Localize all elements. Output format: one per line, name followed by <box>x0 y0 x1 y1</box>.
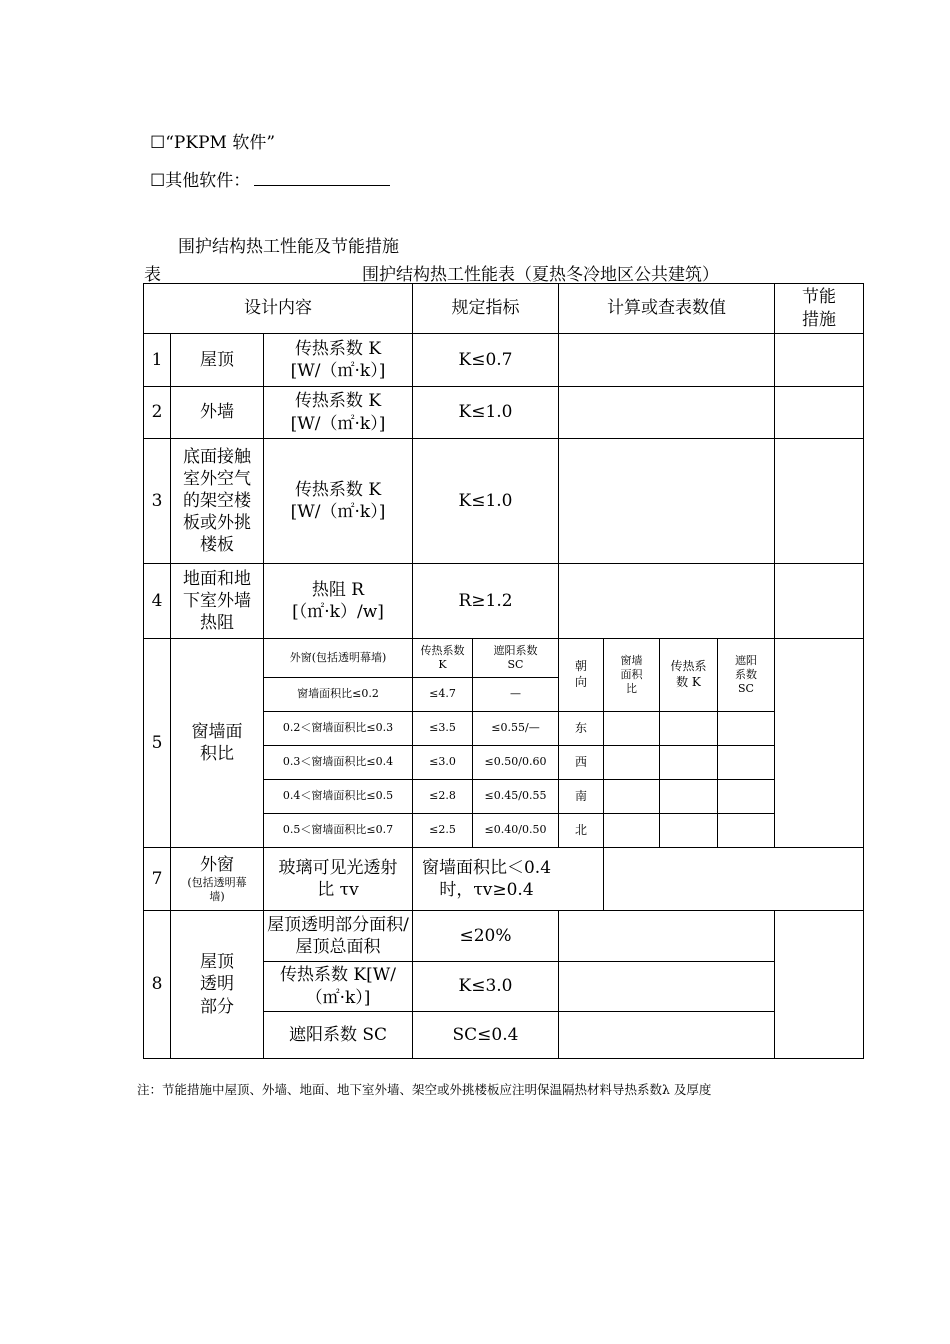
row1-param <box>264 334 413 387</box>
thermal-performance-table <box>143 283 864 1059</box>
row5-name-text: 窗墙面积比 <box>191 721 243 764</box>
row5-calc-k-header <box>660 639 718 712</box>
row5-ratio-input[interactable] <box>604 746 660 780</box>
row8-spec-3: SC≤0.4 <box>413 1012 559 1059</box>
row4-calc-cell[interactable] <box>559 564 775 639</box>
row5-no: 5 <box>144 639 171 848</box>
row4-param-label: 热阻 R <box>311 579 365 600</box>
row8-no: 8 <box>144 911 171 1059</box>
table-row <box>144 334 864 387</box>
row1-name: 屋顶 <box>171 334 264 387</box>
row5-k-limit: ≤2.5 <box>413 814 473 848</box>
row7-param <box>264 848 413 911</box>
row7-name-text: 外窗 <box>200 854 234 875</box>
header-measures <box>775 284 864 334</box>
row3-param-unit: [W/（㎡·k）] <box>290 502 386 522</box>
other-software-option[interactable] <box>150 166 390 191</box>
row4-spec: R≥1.2 <box>413 564 559 639</box>
row5-k-limit: ≤3.5 <box>413 712 473 746</box>
row8-calc-cell-1[interactable] <box>559 911 775 962</box>
row3-param <box>264 439 413 564</box>
row7-name <box>171 848 264 911</box>
row4-param <box>264 564 413 639</box>
row5-orient-header <box>559 639 604 712</box>
row1-spec: K≤0.7 <box>413 334 559 387</box>
row7-spec <box>413 848 604 911</box>
row2-param-label: 传热系数 K <box>294 391 382 412</box>
section-title: 围护结构热工性能及节能措施 <box>178 237 399 257</box>
row5-ratio-header <box>604 639 660 712</box>
row5-window-header: 外窗(包括透明幕墙) <box>264 639 413 678</box>
row5-ratio-input[interactable] <box>604 814 660 848</box>
row2-param-unit: [W/（㎡·k）] <box>290 413 386 434</box>
row7-no: 7 <box>144 848 171 911</box>
row2-calc-cell[interactable] <box>559 387 775 439</box>
row5-sc-input[interactable] <box>718 712 775 746</box>
row5-direction: 西 <box>559 746 604 780</box>
row8-param-2-text: 传热系数 K[W/（㎡·k）] <box>280 965 396 1008</box>
row5-k-limit: ≤2.8 <box>413 780 473 814</box>
row2-name: 外墙 <box>171 387 264 439</box>
table-row <box>144 848 864 911</box>
row5-calc-sc-header <box>718 639 775 712</box>
row5-k-limit: ≤4.7 <box>413 678 473 712</box>
row3-spec: K≤1.0 <box>413 439 559 564</box>
row5-k-input[interactable] <box>660 814 718 848</box>
row3-calc-cell[interactable] <box>559 439 775 564</box>
row4-param-unit: [（㎡·k）/w] <box>292 602 384 622</box>
row3-measures-cell[interactable] <box>775 439 864 564</box>
table-row <box>144 639 864 678</box>
header-measures-text: 节能措施 <box>802 287 836 330</box>
row8-param-2 <box>264 962 413 1012</box>
row5-sc-input[interactable] <box>718 780 775 814</box>
row5-measures-cell[interactable] <box>775 639 864 848</box>
row5-range: 窗墙面积比≤0.2 <box>264 678 413 712</box>
row5-sc-limit: — <box>473 678 559 712</box>
other-software-label: ☐其他软件： <box>150 171 251 191</box>
row5-sc-header-text: 遮阳系数 SC <box>493 643 538 671</box>
row2-spec: K≤1.0 <box>413 387 559 439</box>
row8-param-3: 遮阳系数 SC <box>264 1012 413 1059</box>
row5-k-header <box>413 639 473 678</box>
row2-param <box>264 387 413 439</box>
table-row <box>144 439 864 564</box>
row7-name-note: (包括透明幕墙) <box>187 875 247 904</box>
row5-direction: 东 <box>559 712 604 746</box>
row1-param-unit: [W/（㎡·k）] <box>290 361 386 381</box>
row5-name <box>171 639 264 848</box>
row3-name-text: 底面接触室外空气的架空楼板或外挑楼板 <box>183 446 251 556</box>
footnote: 注：节能措施中屋顶、外墙、地面、地下室外墙、架空或外挑楼板应注明保温隔热材料导热系数λ 及厚度 <box>137 1082 712 1097</box>
row4-name-text: 地面和地下室外墙热阻 <box>183 568 251 634</box>
other-software-blank[interactable] <box>254 169 390 186</box>
row3-name <box>171 439 264 564</box>
header-spec: 规定指标 <box>413 284 559 334</box>
row3-no: 3 <box>144 439 171 564</box>
row5-sc-input[interactable] <box>718 746 775 780</box>
row8-name-text: 屋顶透明部分 <box>200 952 234 1017</box>
row4-no: 4 <box>144 564 171 639</box>
header-calc: 计算或查表数值 <box>559 284 775 334</box>
row5-ratio-input[interactable] <box>604 780 660 814</box>
row5-calc-k-text: 传热系数 K <box>670 659 707 689</box>
row5-range: 0.5＜窗墙面积比≤0.7 <box>264 814 413 848</box>
row5-sc-limit: ≤0.55/— <box>473 712 559 746</box>
row5-range: 0.2＜窗墙面积比≤0.3 <box>264 712 413 746</box>
row8-name <box>171 911 264 1059</box>
row5-sc-limit: ≤0.50/0.60 <box>473 746 559 780</box>
row4-measures-cell[interactable] <box>775 564 864 639</box>
table-title: 围护结构热工性能表（夏热冬冷地区公共建筑） <box>362 265 719 285</box>
row7-calc-cell[interactable] <box>604 848 864 911</box>
row2-no: 2 <box>144 387 171 439</box>
row1-param-label: 传热系数 K <box>294 338 382 359</box>
row5-k-input[interactable] <box>660 746 718 780</box>
row5-sc-limit: ≤0.45/0.55 <box>473 780 559 814</box>
row7-param-text: 玻璃可见光透射比 τv <box>278 857 398 900</box>
row5-sc-limit: ≤0.40/0.50 <box>473 814 559 848</box>
row5-range: 0.3＜窗墙面积比≤0.4 <box>264 746 413 780</box>
row2-measures-cell[interactable] <box>775 387 864 439</box>
row1-calc-cell[interactable] <box>559 334 775 387</box>
row8-spec-2: K≤3.0 <box>413 962 559 1012</box>
row5-k-limit: ≤3.0 <box>413 746 473 780</box>
row5-sc-input[interactable] <box>718 814 775 848</box>
table-row <box>144 911 864 962</box>
table-prefix: 表 <box>144 265 161 285</box>
row1-measures-cell[interactable] <box>775 334 864 387</box>
row8-param-1: 屋顶透明部分面积/屋顶总面积 <box>264 911 413 962</box>
row5-ratio-text: 窗墙面积比 <box>620 653 643 696</box>
row5-direction: 南 <box>559 780 604 814</box>
row5-calc-sc-text: 遮阳系数 SC <box>735 653 757 696</box>
row5-ratio-input[interactable] <box>604 712 660 746</box>
table-row <box>144 387 864 439</box>
table-header-row <box>144 284 864 334</box>
row5-sc-header <box>473 639 559 678</box>
table-row <box>144 564 864 639</box>
row5-k-header-text: 传热系数 K <box>420 643 465 671</box>
row8-calc-cell-2[interactable] <box>559 962 775 1012</box>
row5-k-input[interactable] <box>660 780 718 814</box>
row5-direction: 北 <box>559 814 604 848</box>
row4-name <box>171 564 264 639</box>
header-design: 设计内容 <box>144 284 413 334</box>
pkpm-software-option[interactable]: ☐“PKPM 软件” <box>150 133 276 153</box>
row8-measures-cell[interactable] <box>775 911 864 1059</box>
row5-orient-text: 朝向 <box>574 659 587 689</box>
row5-k-input[interactable] <box>660 712 718 746</box>
row8-calc-cell-3[interactable] <box>559 1012 775 1059</box>
row3-param-label: 传热系数 K <box>294 479 382 500</box>
row5-range: 0.4＜窗墙面积比≤0.5 <box>264 780 413 814</box>
row7-spec-text: 窗墙面积比＜0.4 时，τv≥0.4 <box>421 857 552 900</box>
row8-spec-1: ≤20% <box>413 911 559 962</box>
row1-no: 1 <box>144 334 171 387</box>
